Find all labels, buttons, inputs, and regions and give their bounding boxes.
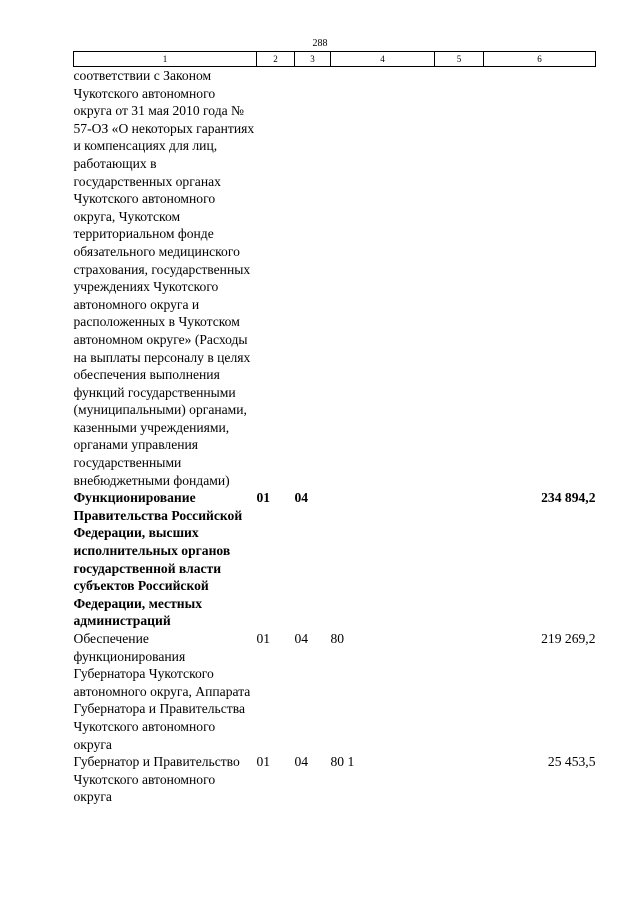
page-number: 288 [312, 38, 328, 49]
row-section: 01 [256, 631, 271, 646]
row-expense-type [435, 489, 484, 630]
budget-table [73, 51, 596, 806]
table-row [74, 67, 596, 490]
column-header-4: 4 [331, 52, 435, 67]
table-row [74, 753, 596, 806]
column-header-2: 2 [257, 52, 295, 67]
row-name: Губернатор и Правительство Чукотского автономного округа [73, 754, 240, 805]
row-section: 01 [256, 754, 271, 770]
row-section: 01 [256, 490, 271, 506]
row-target-item [331, 67, 435, 490]
row-section [257, 67, 295, 490]
table-header-row [74, 52, 596, 67]
table-row [74, 489, 596, 630]
row-name: Функционирование Правительства Российской Федерации, высших исполнительных органов государственной власти субъектов Российской Федерации, местных администраций [73, 490, 243, 629]
row-subsection: 04 [294, 631, 309, 646]
column-header-1: 1 [74, 52, 257, 67]
row-amount: 234 894,2 [541, 490, 596, 506]
row-expense-type [435, 630, 484, 753]
row-amount: 25 453,5 [547, 754, 596, 770]
row-expense-type [435, 753, 484, 806]
column-header-6: 6 [484, 52, 596, 67]
row-name: соответствии с Законом Чукотского автономного округа от 31 мая 2010 года № 57-ОЗ «О некоторых гарантиях и компенсациях для лиц, работающих в государственных органах Чукотского автономного округа, Чукотском территориальном фонде обязательного медицинского страхования, государственных учреждениях Чукотского автономного округа и расположенных в Чукотском автономном округе» (Расходы на выплаты персоналу в целях обеспечения выполнения функций государственными (муниципальными) органами, казенными учреждениями, органами управления государственными внебюджетными фондами) [73, 68, 255, 488]
row-subsection [295, 67, 331, 490]
column-header-5: 5 [435, 52, 484, 67]
row-target-item [331, 489, 435, 630]
row-subsection: 04 [294, 754, 309, 770]
row-amount [484, 67, 596, 490]
row-target-item: 80 [330, 631, 345, 646]
row-target-item: 80 1 [330, 754, 355, 770]
column-header-3: 3 [295, 52, 331, 67]
row-subsection: 04 [294, 490, 309, 506]
row-name: Обеспечение функционирования Губернатора Чукотского автономного округа, Аппарата Губернатора и Правительства Чукотского автономного округа [73, 631, 251, 752]
table-row [74, 630, 596, 753]
row-expense-type [435, 67, 484, 490]
row-amount: 219 269,2 [541, 631, 596, 646]
